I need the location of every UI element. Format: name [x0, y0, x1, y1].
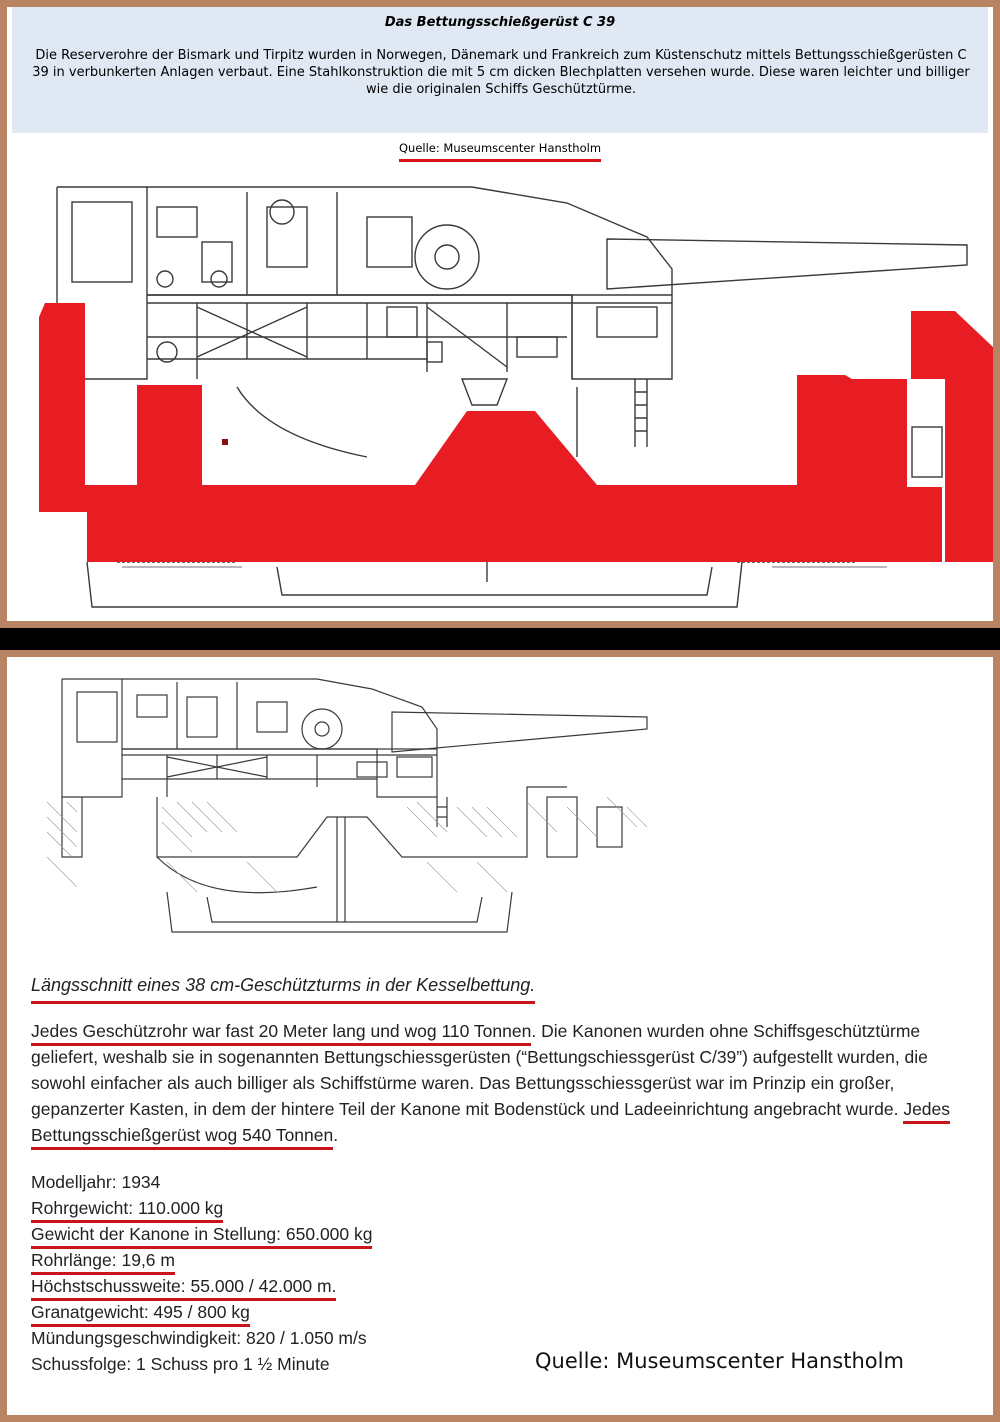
article-body: [31, 1018, 966, 1148]
highlight-barrel-weight: Jedes Geschützrohr war fast 20 Meter lang und wog 110 Tonnen: [31, 1021, 531, 1046]
spec-item: [31, 1325, 372, 1351]
spec-item: [31, 1169, 372, 1195]
article-text-1: . Die Kanonen wurden ohne Schiffsgeschütztürme geliefert, weshalb sie in sogenannten Bettungschiessgerüsten (“Bettungschiessgerüst C/39”) aufgestellt wurden, die sowohl einfacher als auch billiger als Schiffstürme waren. Das Bettungsschiessgerüst war im Prinzip ein großer, gepanzerter Kasten, in dem der hintere Teil der Kanone mit Bodenstück und Ladeeinrichtung angebracht wurde.: [31, 1021, 928, 1119]
spec-muzzle-velocity: Mündungsgeschwindigkeit: 820 / 1.050 m/s: [31, 1328, 367, 1348]
spec-item: [31, 1273, 372, 1299]
spec-model-year: Modelljahr: 1934: [31, 1172, 161, 1192]
gun-turret-cross-section-colored: [7, 7, 993, 621]
source-label-top-text: Quelle: Museumscenter Hanstholm: [399, 141, 601, 162]
highlight-mount-weight: Jedes Bettungsschießgerüst wog 540 Tonnen: [31, 1099, 950, 1150]
source-label-bottom: Quelle: Museumscenter Hanstholm: [535, 1349, 904, 1373]
spec-item: [31, 1221, 372, 1247]
spec-barrel-length: Rohrlänge: 19,6 m: [31, 1250, 175, 1275]
intro-text: Die Reserverohre der Bismark und Tirpitz wurden in Norwegen, Dänemark und Frankreich zum Küstenschutz mittels Bettungsschießgerüsten C 39 in verbunkerten Anlagen verbaut. Eine Stahlkonstruktion die mit 5 cm dicken Blechplatten versehen wurde. Diese waren leichter und billiger wie die originalen Schiffs Geschütztürme.: [32, 48, 970, 97]
ladder: [635, 379, 647, 447]
ring-mount: [462, 379, 507, 405]
black-divider: [0, 628, 1000, 650]
spec-item: [31, 1299, 372, 1325]
article-text-2: .: [333, 1125, 339, 1145]
spec-shell-weight: Granatgewicht: 495 / 800 kg: [31, 1302, 250, 1327]
spec-item: [31, 1351, 372, 1377]
turret-housing: [57, 187, 672, 379]
spec-gun-weight: Gewicht der Kanone in Stellung: 650.000 kg: [31, 1224, 372, 1249]
spec-max-range: Höchstschussweite: 55.000 / 42.000 m.: [31, 1276, 336, 1301]
breech-wheel: [415, 225, 479, 289]
drawing-caption: Längsschnitt eines 38 cm-Geschützturms in der Kesselbettung.: [31, 975, 535, 1004]
red-overlay-main: [39, 303, 942, 562]
spec-rate-of-fire: Schussfolge: 1 Schuss pro 1 ½ Minute: [31, 1354, 330, 1374]
spec-item: [31, 1195, 372, 1221]
gun-turret-cross-section-original: [7, 657, 993, 957]
top-panel: [0, 0, 1000, 628]
spec-item: [31, 1247, 372, 1273]
gun-barrel: [607, 239, 967, 289]
intro-title: Das Bettungsschießgerüst C 39: [384, 15, 616, 30]
foundation: [87, 562, 742, 607]
spec-barrel-weight: Rohrgewicht: 110.000 kg: [31, 1198, 223, 1223]
bottom-panel: [0, 650, 1000, 1422]
spec-list: [31, 1169, 372, 1377]
